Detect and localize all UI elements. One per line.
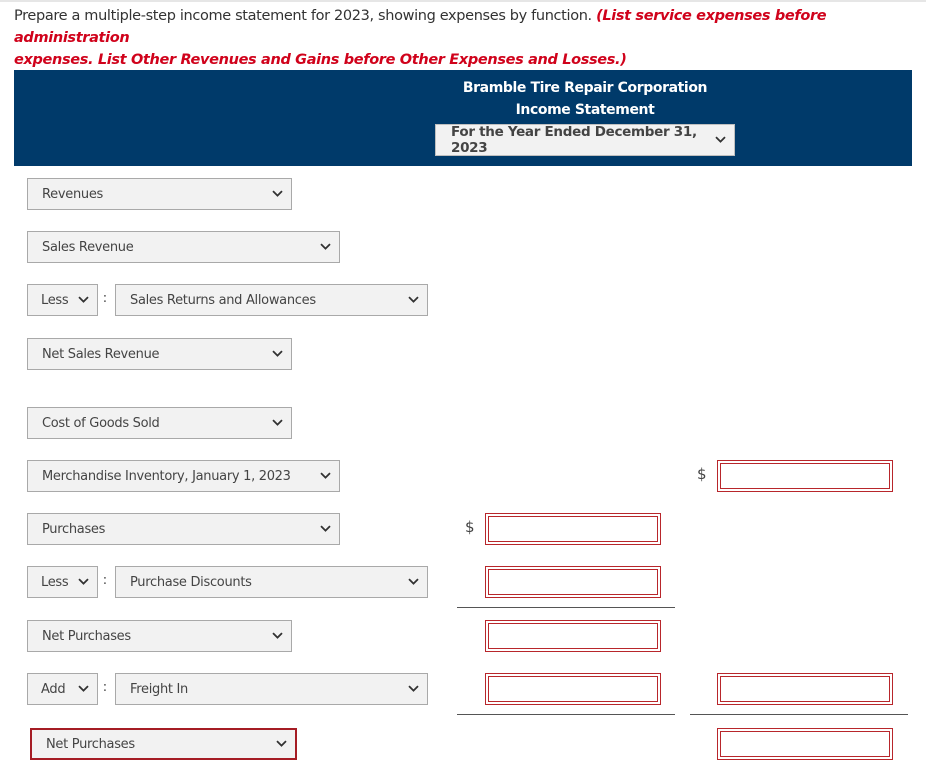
revenues-dropdown[interactable]	[27, 178, 292, 210]
subtotal-rule	[457, 714, 675, 715]
net-purchases-label: Net Purchases	[42, 628, 131, 644]
net-purchases-2-amount-input[interactable]	[717, 728, 893, 760]
freight-in-label: Freight In	[130, 681, 188, 697]
instructions-emphasis-2: expenses. List Other Revenues and Gains before Other Expenses and Losses.)	[14, 52, 627, 68]
period-dropdown[interactable]	[435, 124, 735, 156]
dollar-sign: $	[697, 465, 707, 483]
cost-of-goods-sold-dropdown[interactable]	[27, 407, 292, 439]
chevron-down-icon	[78, 578, 89, 586]
top-divider	[0, 0, 926, 2]
purchase-discounts-label: Purchase Discounts	[130, 574, 252, 590]
freight-in-total-input[interactable]	[717, 673, 893, 705]
colon-separator: :	[102, 680, 108, 695]
net-sales-revenue-label: Net Sales Revenue	[42, 346, 160, 362]
add-label: Add	[41, 681, 66, 697]
net-purchases-amount-input[interactable]	[485, 620, 661, 652]
sales-returns-label: Sales Returns and Allowances	[130, 292, 316, 308]
net-sales-revenue-dropdown[interactable]	[27, 338, 292, 370]
chevron-down-icon	[272, 190, 283, 198]
merch-inventory-amount-input[interactable]	[717, 460, 893, 492]
purchase-discounts-amount-input[interactable]	[485, 566, 661, 598]
chevron-down-icon	[408, 296, 419, 304]
statement-title: Income Statement	[515, 102, 655, 118]
colon-separator: :	[102, 291, 108, 306]
chevron-down-icon	[715, 136, 726, 144]
sales-revenue-dropdown[interactable]	[27, 231, 340, 263]
merch-inventory-dropdown[interactable]	[27, 460, 340, 492]
chevron-down-icon	[272, 419, 283, 427]
purchases-label: Purchases	[42, 521, 106, 537]
less-label: Less	[41, 574, 69, 590]
chevron-down-icon	[320, 472, 331, 480]
sales-returns-dropdown[interactable]	[115, 284, 428, 316]
period-label: For the Year Ended December 31, 2023	[451, 124, 697, 156]
colon-separator: :	[102, 573, 108, 588]
revenues-label: Revenues	[42, 186, 103, 202]
freight-in-amount-input[interactable]	[485, 673, 661, 705]
merch-inventory-label: Merchandise Inventory, January 1, 2023	[42, 468, 291, 484]
less-operator-dropdown[interactable]	[27, 284, 98, 316]
less-operator-dropdown[interactable]	[27, 566, 98, 598]
purchase-discounts-dropdown[interactable]	[115, 566, 428, 598]
less-label: Less	[41, 292, 69, 308]
instructions-emphasis-1: (List service expenses before administration	[14, 8, 827, 46]
total-rule	[690, 714, 908, 715]
chevron-down-icon	[320, 525, 331, 533]
instructions-text: Prepare a multiple-step income statement for 2023, showing expenses by function.	[14, 8, 597, 24]
cost-of-goods-sold-label: Cost of Goods Sold	[42, 415, 160, 431]
instructions	[14, 5, 914, 71]
net-purchases-dropdown[interactable]	[27, 620, 292, 652]
chevron-down-icon	[272, 350, 283, 358]
dollar-sign: $	[465, 518, 475, 536]
chevron-down-icon	[276, 740, 287, 748]
purchases-dropdown[interactable]	[27, 513, 340, 545]
net-purchases-2-label: Net Purchases	[46, 736, 135, 752]
freight-in-dropdown[interactable]	[115, 673, 428, 705]
company-name: Bramble Tire Repair Corporation	[462, 80, 708, 96]
add-operator-dropdown[interactable]	[27, 673, 98, 705]
chevron-down-icon	[408, 685, 419, 693]
sales-revenue-label: Sales Revenue	[42, 239, 134, 255]
net-purchases-2-dropdown[interactable]	[30, 728, 297, 760]
chevron-down-icon	[272, 632, 283, 640]
chevron-down-icon	[78, 685, 89, 693]
chevron-down-icon	[320, 243, 331, 251]
chevron-down-icon	[78, 296, 89, 304]
purchases-amount-input[interactable]	[485, 513, 661, 545]
chevron-down-icon	[408, 578, 419, 586]
subtotal-rule	[457, 607, 675, 608]
